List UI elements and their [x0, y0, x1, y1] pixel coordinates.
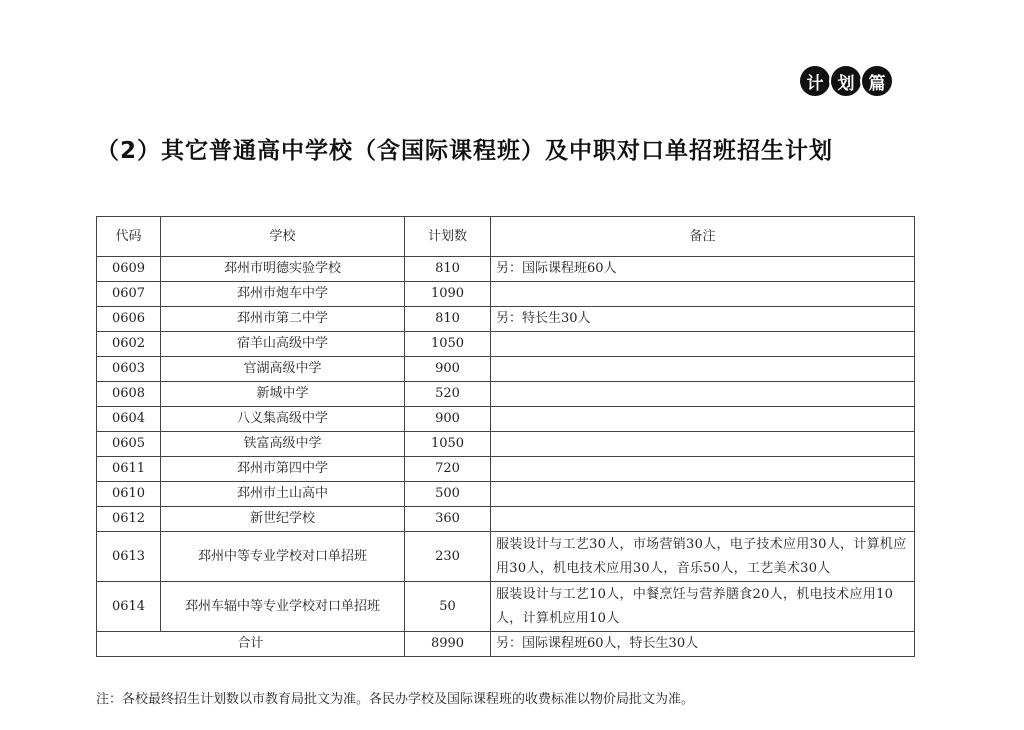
table-row	[97, 507, 915, 532]
cell-code: 0607	[97, 282, 161, 307]
cell-school: 邳州市炮车中学	[161, 282, 405, 307]
cell-code: 0602	[97, 332, 161, 357]
table-row	[97, 307, 915, 332]
cell-code: 0611	[97, 457, 161, 482]
cell-school: 邳州中等专业学校对口单招班	[161, 532, 405, 582]
cell-count: 50	[405, 582, 491, 632]
cell-school: 邳州市土山高中	[161, 482, 405, 507]
cell-code: 0605	[97, 432, 161, 457]
cell-note	[491, 507, 915, 532]
cell-code: 0612	[97, 507, 161, 532]
cell-note	[491, 432, 915, 457]
table-row	[97, 257, 915, 282]
cell-count: 720	[405, 457, 491, 482]
cell-school: 八义集高级中学	[161, 407, 405, 432]
enrollment-plan-table	[96, 216, 915, 657]
cell-count: 230	[405, 532, 491, 582]
cell-count: 1050	[405, 332, 491, 357]
cell-note	[491, 282, 915, 307]
cell-code: 0604	[97, 407, 161, 432]
cell-note	[491, 332, 915, 357]
table-row	[97, 457, 915, 482]
cell-school: 邳州市第二中学	[161, 307, 405, 332]
cell-note	[491, 457, 915, 482]
cell-note	[491, 407, 915, 432]
cell-school: 邳州市明德实验学校	[161, 257, 405, 282]
cell-note: 服装设计与工艺30人，市场营销30人，电子技术应用30人，计算机应用30人，机电技术应用30人，音乐50人，工艺美术30人	[491, 532, 915, 582]
total-label: 合计	[97, 632, 405, 657]
cell-note	[491, 357, 915, 382]
cell-note	[491, 482, 915, 507]
cell-count: 500	[405, 482, 491, 507]
badge-char: 篇	[860, 64, 894, 98]
cell-school: 邳州市第四中学	[161, 457, 405, 482]
table-row	[97, 482, 915, 507]
cell-note: 另：特长生30人	[491, 307, 915, 332]
cell-school: 官湖高级中学	[161, 357, 405, 382]
cell-code: 0606	[97, 307, 161, 332]
table-row	[97, 582, 915, 632]
cell-count: 810	[405, 307, 491, 332]
cell-code: 0613	[97, 532, 161, 582]
section-badge	[798, 64, 891, 98]
column-header-code: 代码	[97, 217, 161, 257]
column-header-count: 计划数	[405, 217, 491, 257]
cell-count: 520	[405, 382, 491, 407]
cell-note: 服装设计与工艺10人，中餐烹饪与营养膳食20人，机电技术应用10人，计算机应用10人	[491, 582, 915, 632]
cell-count: 360	[405, 507, 491, 532]
cell-count: 900	[405, 407, 491, 432]
cell-code: 0603	[97, 357, 161, 382]
table-row	[97, 407, 915, 432]
cell-code: 0614	[97, 582, 161, 632]
cell-count: 1090	[405, 282, 491, 307]
total-row	[97, 632, 915, 657]
table-row	[97, 432, 915, 457]
total-note: 另：国际课程班60人，特长生30人	[491, 632, 915, 657]
table-row	[97, 282, 915, 307]
column-header-school: 学校	[161, 217, 405, 257]
cell-school: 宿羊山高级中学	[161, 332, 405, 357]
cell-count: 810	[405, 257, 491, 282]
table-row	[97, 382, 915, 407]
badge-char: 划	[829, 64, 863, 98]
cell-code: 0609	[97, 257, 161, 282]
cell-school: 铁富高级中学	[161, 432, 405, 457]
page-title: （2）其它普通高中学校（含国际课程班）及中职对口单招班招生计划	[96, 138, 834, 164]
table-row	[97, 357, 915, 382]
footnote: 注：各校最终招生计划数以市教育局批文为准。各民办学校及国际课程班的收费标准以物价局批文为准。	[96, 692, 695, 707]
cell-count: 1050	[405, 432, 491, 457]
table-header-row	[97, 217, 915, 257]
cell-school: 邳州车辐中等专业学校对口单招班	[161, 582, 405, 632]
table-row	[97, 532, 915, 582]
cell-note: 另：国际课程班60人	[491, 257, 915, 282]
cell-note	[491, 382, 915, 407]
cell-school: 新世纪学校	[161, 507, 405, 532]
cell-school: 新城中学	[161, 382, 405, 407]
cell-code: 0610	[97, 482, 161, 507]
table-body	[97, 257, 915, 632]
table-row	[97, 332, 915, 357]
badge-char: 计	[798, 64, 832, 98]
total-count: 8990	[405, 632, 491, 657]
cell-count: 900	[405, 357, 491, 382]
column-header-note: 备注	[491, 217, 915, 257]
cell-code: 0608	[97, 382, 161, 407]
